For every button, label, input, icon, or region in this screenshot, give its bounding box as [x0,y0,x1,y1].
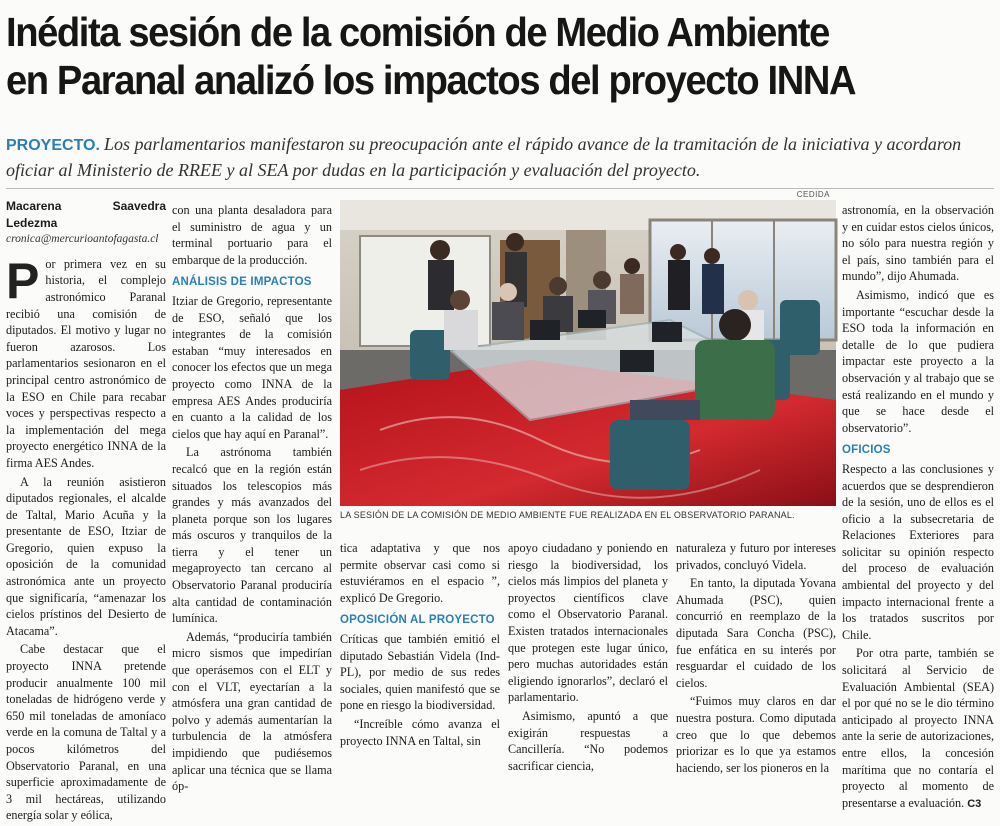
photo-block [340,190,836,532]
paragraph: Cabe destacar que el proyecto INNA pretende producir anualmente 100 mil toneladas de hidrógeno verde y 650 mil toneladas de amoníaco verde en la comuna de Taltal y a pocos kilómetros del Observatorio Paranal, en una superficie aproximadamente de 3 mil hectáreas, utilizando energía solar y eólica, [6,642,166,823]
divider [6,188,994,189]
paragraph: Respecto a las conclusiones y acuerdos que se desprendieron de la sesión, uno de ellos es el oficio a la subsecretaria de Relaciones Exteriores para solicitar su opinión respecto del proceso de evaluación ambiental del proyecto y del impacto internacional frente a los tratados suscritos por Chile. [842,461,994,642]
lead-text: Los parlamentarios manifestaron su preocupación ante el rápido avance de la tramitación de la iniciativa y acordaron oficiar al Ministerio de RREE y al SEA por dudas en la participación y evaluación del proyecto. [6,134,962,180]
meeting-room-illustration [340,200,836,506]
paragraph: A la reunión asistieron diputados regionales, el alcalde de Taltal, Mario Acuña y la presentante de ESO, Itziar de Gregorio, quien expuso la oposición de la comunidad astronómica ante un proyecto que significaría, “amenazar los cielos prístinos del Desierto de Atacama”. [6,474,166,638]
paragraph: naturaleza y futuro por intereses privados, concluyó Videla. [676,541,836,572]
article-column-3 [340,540,500,751]
paragraph: Por otra parte, también se solicitará al Servicio de Evaluación Ambiental (SEA) el por qué no se le dio término anticipado al proyecto INNA ante la serie de autorizaciones, entre ellos, la concesión marítima que no contaría el proyecto al momento de presentarse a evaluación. C3 [842,646,994,810]
paragraph: “Fuimos muy claros en dar nuestra postura. Como diputada creo que lo que debemos priorizar es lo que ya estamos haciendo, ser los pioneros en la [676,694,836,775]
article-column-6 [842,202,994,814]
paragraph: La astrónoma también recalcó que en la región están situados los telescopios más grandes y más avanzados del planeta porque son los lugares más oscuros y tranquilos de la tierra y el tener un megaproyecto tan cercano al Observatorio Paranal produciría alta cantidad de contaminación lumínica. [172,445,332,626]
meeting-photo [340,200,836,506]
headline-line-1: Inédita sesión de la comisión de Medio Ambiente [6,9,829,55]
paragraph: Asimismo, indicó que es importante “escuchar desde la ESO toda la información en detalle de lo que pudiera impactar este proyecto a la observación y al trabajo que se está realizando en el mundo y que se hace desde el observatorio”. [842,287,994,435]
headline-line-2: en Paranal analizó los impactos del proyecto INNA [6,57,856,103]
headline [6,8,927,104]
paragraph: con una planta desaladora para el suministro de agua y un terminal portuario para el embarque de la producción. [172,203,332,267]
paragraph: Por primera vez en su historia, el complejo astronómico Paranal recibió una comisión de diputados. El motivo y lugar no fueron azarosos. Los parlamentarios sesionaron en el principal centro astronómico de la ESO en Chile para recabar voces y perspectivas respecto a la implementación del mega proyecto energético INNA de la firma AES Andes. [6,252,166,470]
photo-credit: CEDIDA [796,190,830,199]
article-column-4 [508,540,668,776]
end-mark: C3 [967,797,982,810]
paragraph: En tanto, la diputada Yovana Ahumada (PSC), quien concurrió en reemplazo de la diputada Sara Concha (PSC), fue enfática en su interés por resguardar el cuidado de los cielos. [676,576,836,690]
paragraph: Además, “produciría también micro sismos que impedirían que operásemos con el ELT y con el VLT, eyectarían a la atmósfera una gran cantidad de polvo y además aumentarían la turbulencia de la atmósfera impidiendo que pudiésemos aplicar una técnica que se llama óp- [172,629,332,794]
paragraph: “Increíble cómo avanza el proyecto INNA en Taltal, sin [340,716,500,748]
article-column-5 [676,540,836,778]
paragraph: Itziar de Gregorio, representante de ESO, señaló que los integrantes de la comisión estaban “muy interesados en conocer los efectos que un mega proyecto como INNA de la empresa AES Andes produciría en cuanto a la calidad de los cielos que hay aquí en Paranal”. [172,293,332,441]
photo-caption: LA SESIÓN DE LA COMISIÓN DE MEDIO AMBIENTE FUE REALIZADA EN EL OBSERVATORIO PARANAL. [340,510,795,520]
paragraph: tica adaptativa y que nos permite observar casi como si estuviéramos en el espacio ”, explicó De Gregorio. [340,541,500,605]
section-heading-oficios: OFICIOS [842,444,891,457]
paragraph: Asimismo, apuntó a que exigirán respuestas a Cancillería. “No podemos sacrificar ciencia, [508,708,668,773]
article-column-2 [172,202,332,797]
byline-author: Macarena Saavedra Ledezma [6,199,166,230]
drop-cap: P [6,252,40,309]
section-heading-analisis: ANÁLISIS DE IMPACTOS [172,276,312,289]
paragraph: Críticas que también emitió el diputado Sebastián Videla (Ind-PL), por medio de sus redes sociales, quien manifestó que se pone en riesgo la biodiversidad. [340,631,500,713]
article-column-1 [6,198,166,826]
paragraph: astronomía, en la observación y en cuidar estos cielos únicos, no sólo para nuestra región y el país, sino también para el mundo”, dijo Ahumada. [842,203,994,284]
paragraph: apoyo ciudadano y poniendo en riesgo la biodiversidad, los cielos más limpios del planeta y proyectos científicos clave como el Observatorio Paranal. Existen tratados internacionales que protegen este lugar único, pero muchas autoridades están eligiendo ignorarlos”, declaró el parlamentario. [508,541,668,705]
lead-kicker: PROYECTO. [6,137,100,154]
section-heading-oposicion: OPOSICIÓN AL PROYECTO [340,614,495,627]
lead-paragraph [6,132,996,182]
byline-email: cronica@mercurioantofagasta.cl [6,233,159,246]
